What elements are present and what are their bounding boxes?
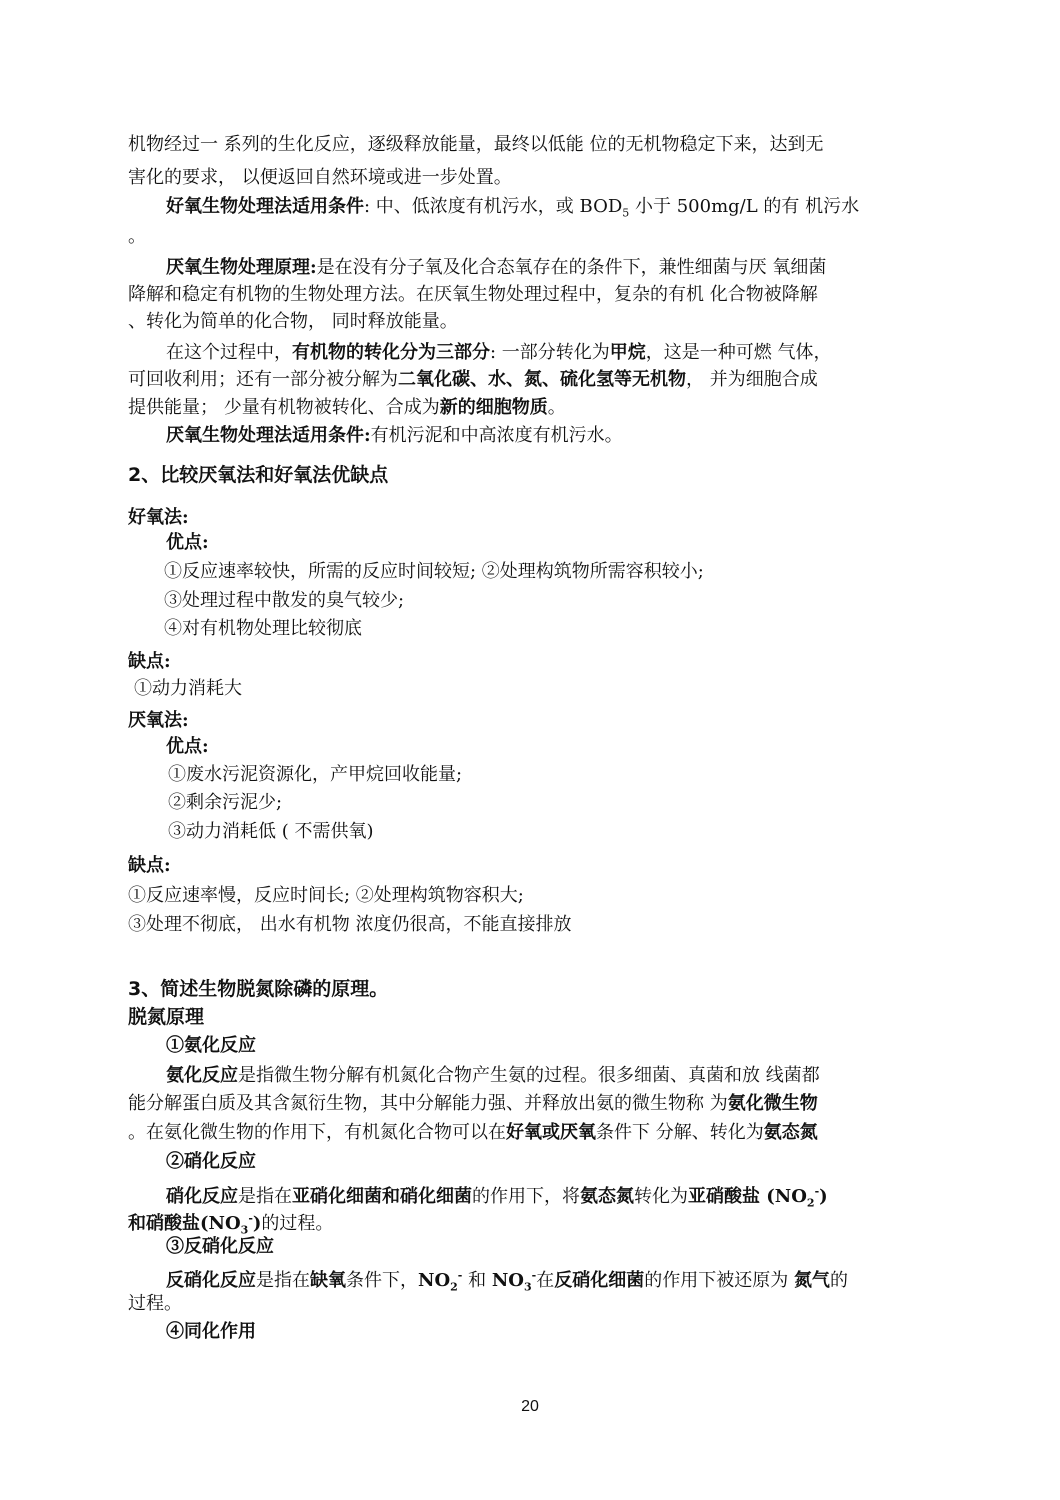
process-text-k: 。 <box>547 397 566 418</box>
process-text-a: 在这个过程中， <box>166 342 292 363</box>
aerobic-disadvantages-label: 缺点: <box>128 651 171 672</box>
anaerobic-advantage-3: ③动力消耗低 ( 不需供氧) <box>168 821 374 842</box>
denitrification-term: 反硝化反应 <box>166 1270 256 1291</box>
anaerobic-condition-line <box>166 424 623 448</box>
section-3-title: 3、简述生物脱氮除磷的原理。 <box>128 978 389 1000</box>
aerobic-advantage-1: ①反应速率较快，所需的反应时间较短; ②处理构筑物所需容积较小; <box>164 561 704 582</box>
anaerobic-condition-text: 有机污泥和中高浓度有机污水。 <box>370 425 623 446</box>
process-bold-b: 有机物的转化分为三部分 <box>292 342 490 363</box>
anaerobic-principle-label: 厌氧生物处理原理: <box>166 257 317 278</box>
process-bold-inorganics: 二氧化碳、水、氮、硫化氢等无机物 <box>398 369 686 390</box>
aerobic-condition-end: 。 <box>128 226 146 247</box>
assimilation-title: ④同化作用 <box>166 1321 256 1342</box>
denitrification-line-1: 反硝化反应是指在缺氧条件下，$NO_2^-$ 和 $NO_3^-$在反硝化细菌的作用下被还原为 氮气的 <box>166 1269 848 1294</box>
denitrification-title: ③反硝化反应 <box>166 1236 274 1257</box>
anaerobic-principle-line-2: 降解和稳定有机物的生物处理方法。在厌氧生物处理过程中，复杂的有机 化合物被降解 <box>128 284 818 305</box>
anaerobic-principle-line-1 <box>166 256 826 280</box>
process-line-3 <box>128 396 566 420</box>
process-line-1 <box>166 341 832 365</box>
anaerobic-disadvantages-label: 缺点: <box>128 855 171 876</box>
process-text-f: 可回收利用；还有一部分被分解为 <box>128 369 398 390</box>
aerobic-or-anaerobic: 好氧或厌氧 <box>506 1122 596 1143</box>
aerobic-advantages-label: 优点: <box>166 532 209 553</box>
anaerobic-advantage-2: ②剩余污泥少; <box>168 792 283 813</box>
ammonification-line-2: 能分解蛋白质及其含氮衍生物，其中分解能力强、并释放出氨的微生物称 为氨化微生物 <box>128 1093 818 1114</box>
process-bold-cells: 新的细胞物质 <box>439 397 548 418</box>
anaerobic-method-label: 厌氧法: <box>128 710 189 731</box>
process-bold-methane: 甲烷 <box>609 342 646 363</box>
process-text-i: 提供能量； 少量有机物被转化、合成为 <box>128 397 440 418</box>
nitrite: 亚硝酸盐 $(NO_2^-)$ <box>688 1185 828 1210</box>
nitrification-line-1: 硝化反应是指在亚硝化细菌和硝化细菌的作用下，将氨态氮转化为亚硝酸盐 $(NO_2^-)$ <box>166 1185 828 1210</box>
aerobic-method-label: 好氧法: <box>128 507 189 528</box>
anaerobic-disadvantage-1: ①反应速率慢，反应时间长; ②处理构筑物容积大; <box>128 885 524 906</box>
anaerobic-advantage-1: ①废水污泥资源化，产甲烷回收能量; <box>168 764 463 785</box>
section-2-title: 2、比较厌氧法和好氧法优缺点 <box>128 464 389 486</box>
nitrification-term: 硝化反应 <box>166 1186 238 1207</box>
nitrification-line-2: 和硝酸盐$(NO_3^-)$的过程。 <box>128 1212 334 1237</box>
process-line-2 <box>128 368 818 392</box>
ammonification-line-3: 。在氨化微生物的作用下，有机氮化合物可以在好氧或厌氧条件下 分解、转化为氨态氮 <box>128 1122 818 1143</box>
page-number: 20 <box>521 1398 539 1415</box>
intro-line-1: 机物经过一 系列的生化反应，逐级释放能量，最终以低能 位的无机物稳定下来，达到无 <box>128 134 824 155</box>
ammonification-line-1: 氨化反应是指微生物分解有机氮化合物产生氨的过程。很多细菌、真菌和放 线菌都 <box>166 1065 820 1086</box>
intro-line-2: 害化的要求， 以便返回自然环境或进一步处置。 <box>128 167 512 188</box>
aerobic-condition-label: 好氧生物处理法适用条件 <box>166 196 364 217</box>
denitrification-line-2: 过程。 <box>128 1293 182 1314</box>
bod-subscript: 5 <box>622 206 630 220</box>
process-text-c: : 一部分转化为 <box>490 342 610 363</box>
anaerobic-principle-text-1: 是在没有分子氧及化合态氧存在的条件下，兼性细菌与厌 氧细菌 <box>316 257 827 278</box>
aerobic-advantage-3: ④对有机物处理比较彻底 <box>164 618 362 639</box>
no2-formula: $NO_2^-$ <box>418 1269 463 1294</box>
nitrification-title: ②硝化反应 <box>166 1151 256 1172</box>
anaerobic-condition-label: 厌氧生物处理法适用条件: <box>166 425 371 446</box>
process-text-e: ，这是一种可燃 气体， <box>645 342 832 363</box>
nitrate: 和硝酸盐$(NO_3^-)$ <box>128 1212 262 1237</box>
aerobic-disadvantage-1: ①动力消耗大 <box>134 678 242 699</box>
no3-formula: $NO_3^-$ <box>491 1269 537 1294</box>
ammonia-nitrogen: 氨态氮 <box>763 1122 818 1143</box>
anaerobic-disadvantage-2: ③处理不彻底， 出水有机物 浓度仍很高，不能直接排放 <box>128 914 572 935</box>
anaerobic-advantages-label: 优点: <box>166 736 209 757</box>
process-text-h: ， 并为细胞合成 <box>686 369 818 390</box>
denitrification-principle-title: 脱氮原理 <box>128 1006 205 1028</box>
aerobic-condition-text-a: : 中、低浓度有机污水，或 BOD <box>364 196 623 217</box>
aerobic-condition-text-b: 小于 500mg/L 的有 机污水 <box>629 196 860 217</box>
aerobic-advantage-2: ③处理过程中散发的臭气较少; <box>164 590 405 611</box>
anaerobic-principle-line-3: 、转化为简单的化合物， 同时释放能量。 <box>128 311 458 332</box>
aerobic-condition-line <box>166 195 859 226</box>
ammonification-title: ①氨化反应 <box>166 1035 256 1056</box>
ammonifying-microbes: 氨化微生物 <box>727 1093 818 1114</box>
nitrifying-bacteria: 亚硝化细菌和硝化细菌 <box>292 1186 472 1207</box>
ammonification-term: 氨化反应 <box>166 1065 238 1086</box>
